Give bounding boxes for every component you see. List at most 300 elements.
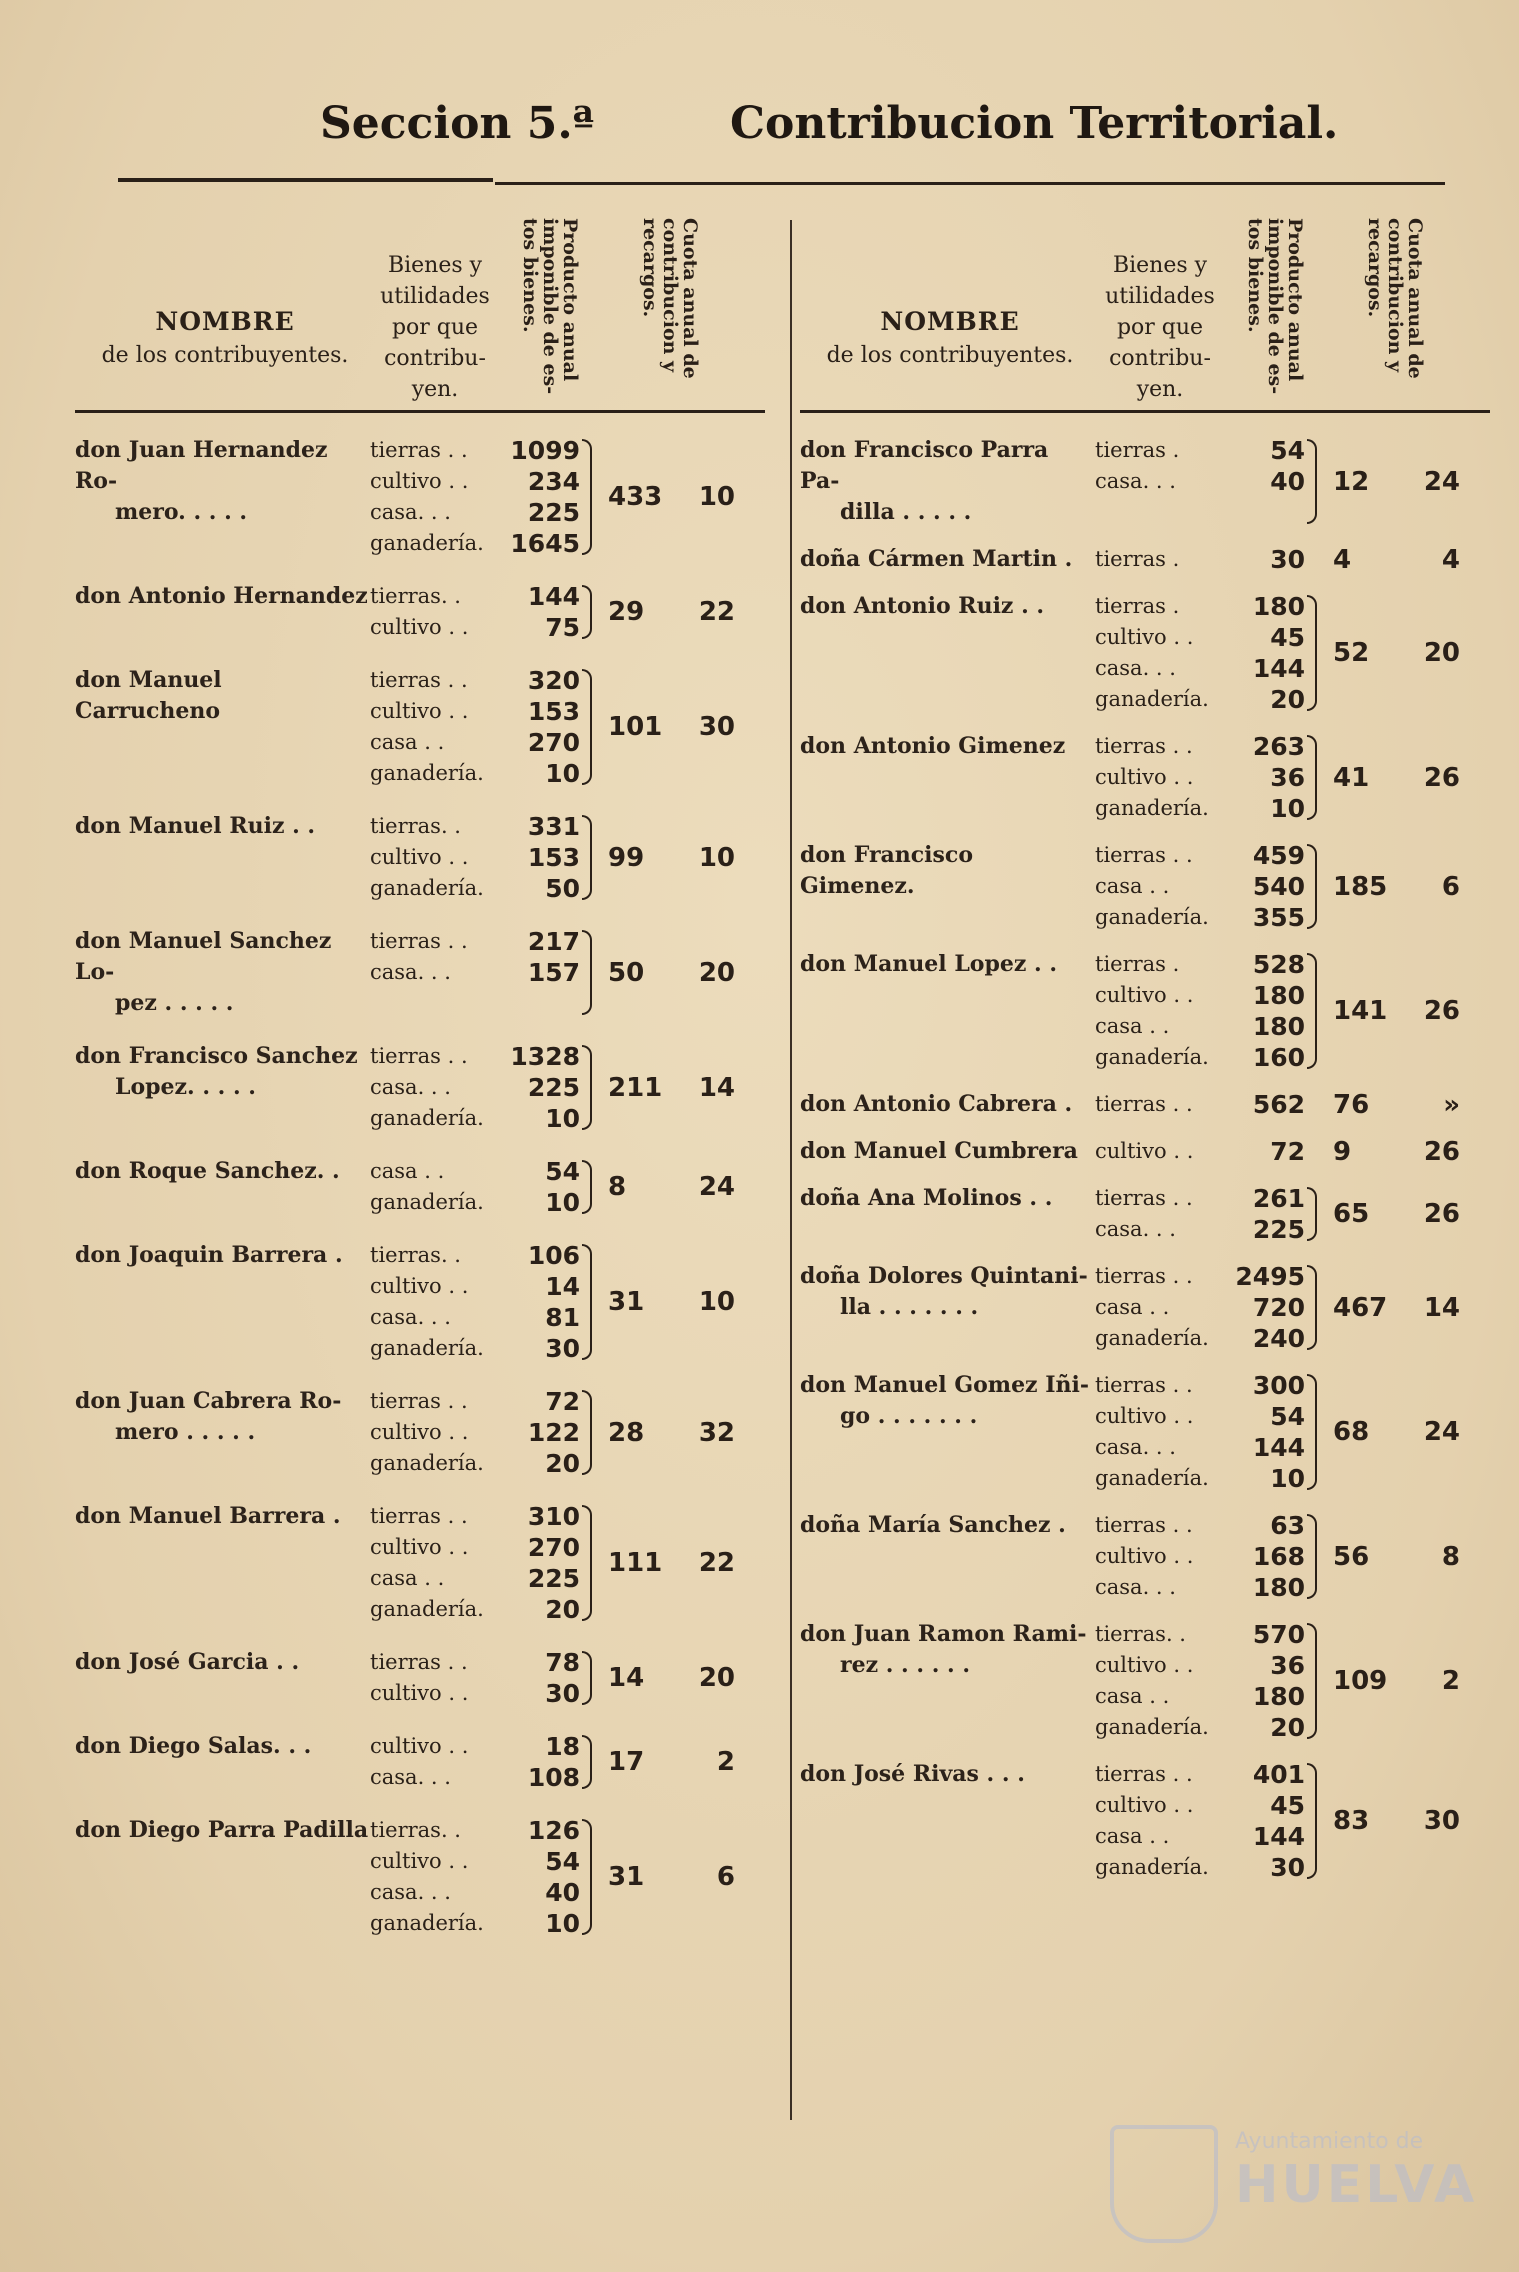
bienes-item: cultivo . . bbox=[1095, 983, 1194, 1007]
brace bbox=[580, 665, 600, 789]
producto-value: 54 bbox=[545, 1157, 580, 1186]
bienes-item: casa . . bbox=[1095, 1684, 1170, 1708]
bienes-item: ganadería. bbox=[1095, 1326, 1209, 1350]
cuota-maravedis: 8 bbox=[1441, 1541, 1460, 1572]
producto-values bbox=[510, 1501, 580, 1625]
producto-value: 261 bbox=[1252, 1184, 1305, 1213]
cuota-reales: 68 bbox=[1333, 1417, 1370, 1447]
bienes-item: casa. . . bbox=[1095, 1435, 1176, 1459]
bienes-item: tierras . . bbox=[1095, 734, 1193, 758]
producto-values bbox=[510, 1386, 580, 1479]
header-producto: Producto anual imponible de es- tos bienes. bbox=[1244, 218, 1306, 395]
brace bbox=[1305, 731, 1325, 824]
bienes-list bbox=[1095, 435, 1235, 528]
cuota-reales: 211 bbox=[608, 1072, 663, 1103]
bienes-item: cultivo . . bbox=[1095, 765, 1194, 789]
cuota-maravedis: 22 bbox=[698, 597, 735, 627]
brace bbox=[580, 1156, 600, 1218]
producto-values bbox=[1235, 840, 1305, 933]
bienes-list bbox=[1095, 1510, 1235, 1603]
contributor-entry bbox=[800, 731, 1490, 824]
bienes-item: cultivo . . bbox=[370, 1681, 469, 1705]
brace-mark bbox=[1307, 953, 1317, 1069]
bienes-item: casa. . . bbox=[1095, 469, 1176, 493]
producto-value: 10 bbox=[1270, 794, 1305, 823]
brace-mark bbox=[582, 1244, 592, 1360]
cuota bbox=[1325, 840, 1490, 933]
producto-value: 300 bbox=[1252, 1371, 1305, 1400]
bienes-item: tierras . . bbox=[370, 668, 468, 692]
bienes-list bbox=[370, 1731, 510, 1793]
producto-value: 225 bbox=[527, 498, 580, 527]
bienes-item: casa. . . bbox=[370, 1765, 451, 1789]
contributor-entry bbox=[75, 1240, 765, 1364]
producto-value: 180 bbox=[1252, 981, 1305, 1010]
producto-values bbox=[1235, 1136, 1305, 1167]
stamp-city-text: HUELVA bbox=[1235, 2155, 1478, 2215]
bienes-item: cultivo . . bbox=[370, 845, 469, 869]
producto-value: 180 bbox=[1252, 1682, 1305, 1711]
bienes-item: ganadería. bbox=[1095, 905, 1209, 929]
contributor-name bbox=[75, 1386, 370, 1479]
bienes-list bbox=[370, 1240, 510, 1364]
bienes-item: ganadería. bbox=[370, 1336, 484, 1360]
brace bbox=[580, 1240, 600, 1364]
bienes-item: cultivo . . bbox=[1095, 1653, 1194, 1677]
cuota bbox=[1325, 1261, 1490, 1354]
contributor-name bbox=[75, 435, 370, 559]
producto-values bbox=[510, 581, 580, 643]
producto-value: 20 bbox=[545, 1595, 580, 1624]
bienes-list bbox=[370, 1501, 510, 1625]
brace-mark bbox=[1307, 1187, 1317, 1241]
producto-value: 144 bbox=[1252, 654, 1305, 683]
bienes-item: tierras . bbox=[1095, 952, 1180, 976]
bienes-item: ganadería. bbox=[370, 761, 484, 785]
bienes-list bbox=[1095, 949, 1235, 1073]
contributor-name bbox=[75, 665, 370, 789]
bienes-list bbox=[1095, 544, 1235, 575]
bienes-item: casa. . . bbox=[1095, 1575, 1176, 1599]
producto-value: 320 bbox=[527, 666, 580, 695]
bienes-list bbox=[370, 926, 510, 1019]
producto-values bbox=[510, 665, 580, 789]
left-table-header bbox=[75, 210, 765, 413]
bienes-item: tierras . . bbox=[1095, 1264, 1193, 1288]
producto-values bbox=[510, 811, 580, 904]
brace-mark bbox=[1307, 1514, 1317, 1599]
header-nombre: NOMBRE de los contribuyentes. bbox=[101, 307, 349, 368]
brace-mark bbox=[1307, 595, 1317, 711]
contributor-entry bbox=[75, 435, 765, 559]
bienes-item: cultivo . . bbox=[370, 1420, 469, 1444]
bienes-item: casa . . bbox=[370, 1159, 445, 1183]
bienes-item: cultivo . . bbox=[1095, 1544, 1194, 1568]
brace-mark bbox=[582, 1735, 592, 1789]
archive-stamp bbox=[1110, 2125, 1478, 2245]
cuota bbox=[1325, 1619, 1490, 1743]
bienes-list bbox=[1095, 1370, 1235, 1494]
bienes-item: cultivo . . bbox=[370, 469, 469, 493]
cuota-maravedis: 10 bbox=[698, 482, 735, 512]
bienes-item: tierras. . bbox=[370, 584, 461, 608]
brace bbox=[1305, 1261, 1325, 1354]
contributor-name bbox=[800, 1619, 1095, 1743]
stamp-top-text: Ayuntamiento de bbox=[1235, 2129, 1424, 2154]
contributor-entry bbox=[75, 581, 765, 643]
bienes-item: ganadería. bbox=[370, 876, 484, 900]
brace bbox=[1305, 1759, 1325, 1883]
bienes-list bbox=[1095, 1089, 1235, 1120]
cuota bbox=[1325, 1183, 1490, 1245]
contributor-entry bbox=[800, 544, 1490, 575]
producto-value: 10 bbox=[545, 1909, 580, 1938]
producto-value: 180 bbox=[1252, 592, 1305, 621]
brace bbox=[1305, 544, 1325, 575]
cuota bbox=[600, 1386, 765, 1479]
contributor-name bbox=[800, 1183, 1095, 1245]
producto-value: 20 bbox=[545, 1449, 580, 1478]
contributor-name bbox=[800, 435, 1095, 528]
contributor-name bbox=[75, 1815, 370, 1939]
brace bbox=[580, 1815, 600, 1939]
producto-value: 54 bbox=[1270, 436, 1305, 465]
brace-mark bbox=[1307, 735, 1317, 820]
contributor-name-line: don Manuel Ruiz . . bbox=[75, 813, 316, 839]
cuota bbox=[600, 1815, 765, 1939]
cuota bbox=[600, 665, 765, 789]
cuota-maravedis: 22 bbox=[698, 1548, 735, 1578]
cuota-reales: 52 bbox=[1333, 638, 1370, 668]
producto-value: 270 bbox=[527, 1533, 580, 1562]
brace bbox=[580, 1647, 600, 1709]
cuota bbox=[600, 811, 765, 904]
bienes-list bbox=[370, 811, 510, 904]
contributor-name-line: don Juan Hernandez Ro- bbox=[75, 437, 328, 494]
contributor-entry bbox=[75, 1041, 765, 1134]
producto-value: 72 bbox=[545, 1387, 580, 1416]
bienes-list bbox=[1095, 1261, 1235, 1354]
contributor-entry bbox=[800, 1619, 1490, 1743]
contributor-name-line: don Francisco Gimenez. bbox=[800, 842, 973, 899]
brace bbox=[1305, 435, 1325, 528]
brace-mark bbox=[582, 1160, 592, 1214]
brace bbox=[580, 811, 600, 904]
left-entries bbox=[75, 435, 765, 1939]
producto-value: 30 bbox=[1270, 1853, 1305, 1882]
producto-value: 1099 bbox=[510, 436, 580, 465]
producto-value: 720 bbox=[1252, 1293, 1305, 1322]
cuota bbox=[1325, 1370, 1490, 1494]
cuota-maravedis: 20 bbox=[698, 957, 735, 988]
cuota bbox=[1325, 949, 1490, 1073]
cuota-maravedis: 6 bbox=[716, 1862, 735, 1892]
contributor-entry bbox=[800, 1183, 1490, 1245]
producto-value: 217 bbox=[527, 927, 580, 956]
contributor-name-line: don Diego Parra Padilla bbox=[75, 1817, 369, 1843]
producto-value: 106 bbox=[527, 1241, 580, 1270]
contributor-name bbox=[800, 1370, 1095, 1494]
producto-values bbox=[510, 1815, 580, 1939]
bienes-item: cultivo . . bbox=[370, 1535, 469, 1559]
bienes-item: casa. . . bbox=[370, 500, 451, 524]
contributor-name-line: don Manuel Sanchez Lo- bbox=[75, 928, 332, 985]
cuota-reales: 76 bbox=[1333, 1089, 1370, 1120]
bienes-list bbox=[370, 1041, 510, 1134]
cuota-maravedis: 2 bbox=[1441, 1666, 1460, 1696]
bienes-item: tierras . . bbox=[1095, 1513, 1193, 1537]
producto-values bbox=[1235, 1183, 1305, 1245]
contributor-name-line: doña Ana Molinos . . bbox=[800, 1185, 1053, 1211]
bienes-item: cultivo . . bbox=[370, 1849, 469, 1873]
producto-values bbox=[510, 1647, 580, 1709]
contributor-name-line: don Manuel Gomez Iñi- bbox=[800, 1372, 1089, 1398]
contributor-entry bbox=[800, 435, 1490, 528]
bienes-item: tierras. . bbox=[370, 1818, 461, 1842]
cuota-reales: 56 bbox=[1333, 1541, 1370, 1572]
bienes-item: cultivo . . bbox=[370, 1734, 469, 1758]
contributor-entry bbox=[75, 811, 765, 904]
cuota-reales: 12 bbox=[1333, 466, 1370, 497]
brace bbox=[580, 1731, 600, 1793]
brace-mark bbox=[582, 585, 592, 639]
cuota-reales: 111 bbox=[608, 1548, 663, 1578]
bienes-item: ganadería. bbox=[370, 1190, 484, 1214]
left-column bbox=[75, 210, 765, 1961]
contributor-name-line: pez . . . . . bbox=[115, 990, 234, 1016]
bienes-item: tierras. . bbox=[370, 814, 461, 838]
bienes-item: casa. . . bbox=[370, 1305, 451, 1329]
contributor-entry bbox=[800, 840, 1490, 933]
bienes-item: tierras . . bbox=[370, 1389, 468, 1413]
producto-value: 10 bbox=[545, 1104, 580, 1133]
bienes-item: ganadería. bbox=[370, 531, 484, 555]
contributor-name bbox=[800, 1759, 1095, 1883]
contributor-name bbox=[75, 1240, 370, 1364]
shield-icon bbox=[1110, 2125, 1218, 2243]
bienes-list bbox=[1095, 1759, 1235, 1883]
bienes-item: cultivo . . bbox=[1095, 625, 1194, 649]
bienes-item: cultivo . . bbox=[1095, 1793, 1194, 1817]
contributor-entry bbox=[800, 591, 1490, 715]
title-rule-right bbox=[495, 182, 1445, 185]
producto-value: 225 bbox=[527, 1073, 580, 1102]
producto-value: 78 bbox=[545, 1648, 580, 1677]
cuota-maravedis: 24 bbox=[1423, 1417, 1460, 1447]
cuota-maravedis: 26 bbox=[1423, 1199, 1460, 1229]
cuota bbox=[600, 1240, 765, 1364]
producto-value: 160 bbox=[1252, 1043, 1305, 1072]
producto-value: 1328 bbox=[510, 1042, 580, 1071]
bienes-item: casa . . bbox=[1095, 1824, 1170, 1848]
contributor-name bbox=[800, 949, 1095, 1073]
producto-value: 81 bbox=[545, 1303, 580, 1332]
bienes-item: cultivo . . bbox=[1095, 1404, 1194, 1428]
brace-mark bbox=[582, 1651, 592, 1705]
cuota bbox=[600, 1156, 765, 1218]
contributor-name bbox=[800, 544, 1095, 575]
producto-value: 528 bbox=[1252, 950, 1305, 979]
bienes-item: tierras . bbox=[1095, 594, 1180, 618]
producto-value: 45 bbox=[1270, 1791, 1305, 1820]
producto-values bbox=[510, 1240, 580, 1364]
cuota-maravedis: 30 bbox=[1423, 1806, 1460, 1836]
contributor-name bbox=[75, 1647, 370, 1709]
producto-value: 10 bbox=[1270, 1464, 1305, 1493]
cuota bbox=[1325, 731, 1490, 824]
bienes-item: ganadería. bbox=[1095, 1466, 1209, 1490]
producto-values bbox=[1235, 1261, 1305, 1354]
contributor-entry bbox=[75, 1386, 765, 1479]
cuota bbox=[1325, 544, 1490, 575]
cuota-reales: 65 bbox=[1333, 1199, 1370, 1229]
contributor-entry bbox=[800, 1759, 1490, 1883]
bienes-item: cultivo . . bbox=[370, 699, 469, 723]
producto-value: 144 bbox=[527, 582, 580, 611]
producto-values bbox=[1235, 1619, 1305, 1743]
producto-value: 75 bbox=[545, 613, 580, 642]
contributor-name-line: lla . . . . . . . bbox=[840, 1294, 979, 1320]
producto-value: 50 bbox=[545, 874, 580, 903]
contributor-name-line: don Diego Salas. . . bbox=[75, 1733, 312, 1759]
cuota-reales: 185 bbox=[1333, 871, 1388, 902]
bienes-item: tierras . . bbox=[1095, 1373, 1193, 1397]
cuota-maravedis: 24 bbox=[698, 1172, 735, 1202]
brace bbox=[1305, 1089, 1325, 1120]
contributor-name-line: don Antonio Hernandez bbox=[75, 583, 368, 609]
bienes-item: casa. . . bbox=[370, 1880, 451, 1904]
cuota-maravedis: » bbox=[1443, 1089, 1460, 1120]
producto-values bbox=[1235, 1089, 1305, 1120]
contributor-name bbox=[75, 1156, 370, 1218]
producto-value: 36 bbox=[1270, 1651, 1305, 1680]
brace bbox=[1305, 1183, 1325, 1245]
producto-value: 2495 bbox=[1235, 1262, 1305, 1291]
bienes-item: tierras . bbox=[1095, 547, 1180, 571]
contributor-entry bbox=[800, 1370, 1490, 1494]
bienes-item: tierras . . bbox=[370, 929, 468, 953]
cuota-reales: 29 bbox=[608, 597, 645, 627]
cuota-reales: 109 bbox=[1333, 1666, 1388, 1696]
bienes-list bbox=[370, 1386, 510, 1479]
brace bbox=[1305, 840, 1325, 933]
producto-value: 180 bbox=[1252, 1012, 1305, 1041]
bienes-item: tierras . . bbox=[1095, 1762, 1193, 1786]
cuota-maravedis: 24 bbox=[1423, 466, 1460, 497]
producto-value: 180 bbox=[1252, 1573, 1305, 1602]
contributor-entry bbox=[75, 1815, 765, 1939]
contributor-name bbox=[75, 811, 370, 904]
bienes-list bbox=[370, 435, 510, 559]
cuota-maravedis: 20 bbox=[698, 1663, 735, 1693]
cuota-reales: 4 bbox=[1333, 544, 1352, 575]
cuota-maravedis: 32 bbox=[698, 1417, 735, 1448]
right-table-header bbox=[800, 210, 1490, 413]
bienes-item: tierras . bbox=[1095, 438, 1180, 462]
contributor-entry bbox=[800, 1089, 1490, 1120]
contributor-name-line: don Manuel Lopez . . bbox=[800, 951, 1057, 977]
bienes-item: ganadería. bbox=[370, 1597, 484, 1621]
producto-value: 240 bbox=[1252, 1324, 1305, 1353]
bienes-item: ganadería. bbox=[370, 1106, 484, 1130]
contributor-name bbox=[75, 1041, 370, 1134]
bienes-item: tierras . . bbox=[370, 1044, 468, 1068]
cuota bbox=[600, 1731, 765, 1793]
cuota-reales: 31 bbox=[608, 1287, 645, 1317]
page-title: Contribucion Territorial. bbox=[730, 98, 1339, 149]
right-entries bbox=[800, 435, 1490, 1883]
contributor-name bbox=[800, 840, 1095, 933]
producto-value: 263 bbox=[1252, 732, 1305, 761]
contributor-entry bbox=[800, 1136, 1490, 1167]
producto-value: 10 bbox=[545, 759, 580, 788]
contributor-name-line: mero . . . . . bbox=[115, 1419, 256, 1445]
contributor-name bbox=[75, 1501, 370, 1625]
contributor-entry bbox=[800, 949, 1490, 1073]
producto-values bbox=[1235, 435, 1305, 528]
bienes-item: ganadería. bbox=[370, 1451, 484, 1475]
cuota-maravedis: 26 bbox=[1423, 996, 1460, 1026]
cuota bbox=[600, 1501, 765, 1625]
contributor-entry bbox=[75, 665, 765, 789]
producto-value: 270 bbox=[527, 728, 580, 757]
producto-value: 540 bbox=[1252, 872, 1305, 901]
bienes-item: tierras . . bbox=[1095, 1186, 1193, 1210]
producto-value: 30 bbox=[545, 1679, 580, 1708]
producto-value: 20 bbox=[1270, 685, 1305, 714]
bienes-list bbox=[1095, 1136, 1235, 1167]
contributor-name-line: don Juan Cabrera Ro- bbox=[75, 1388, 342, 1414]
producto-value: 570 bbox=[1252, 1620, 1305, 1649]
contributor-name-line: doña Dolores Quintani- bbox=[800, 1263, 1088, 1289]
producto-value: 459 bbox=[1252, 841, 1305, 870]
producto-value: 144 bbox=[1252, 1822, 1305, 1851]
bienes-item: cultivo . . bbox=[1095, 1139, 1194, 1163]
contributor-name-line: don Francisco Sanchez bbox=[75, 1043, 358, 1069]
cuota-reales: 141 bbox=[1333, 996, 1388, 1026]
brace bbox=[580, 581, 600, 643]
right-column bbox=[800, 210, 1490, 1899]
cuota-maravedis: 2 bbox=[716, 1747, 735, 1777]
contributor-name-line: don José Rivas . . . bbox=[800, 1761, 1025, 1787]
bienes-list bbox=[1095, 840, 1235, 933]
brace-mark bbox=[1307, 1374, 1317, 1490]
producto-value: 126 bbox=[527, 1816, 580, 1845]
cuota-reales: 17 bbox=[608, 1747, 645, 1777]
cuota-reales: 433 bbox=[608, 482, 663, 512]
bienes-item: casa. . . bbox=[1095, 656, 1176, 680]
cuota-reales: 9 bbox=[1333, 1136, 1352, 1167]
producto-value: 355 bbox=[1252, 903, 1305, 932]
bienes-item: casa . . bbox=[370, 1566, 445, 1590]
cuota-maravedis: 30 bbox=[698, 712, 735, 742]
bienes-list bbox=[1095, 1619, 1235, 1743]
producto-values bbox=[510, 1156, 580, 1218]
bienes-item: ganadería. bbox=[1095, 1715, 1209, 1739]
cuota bbox=[600, 1647, 765, 1709]
bienes-list bbox=[370, 665, 510, 789]
producto-values bbox=[1235, 591, 1305, 715]
producto-value: 14 bbox=[545, 1272, 580, 1301]
contributor-name-line: don José Garcia . . bbox=[75, 1649, 300, 1675]
brace-mark bbox=[582, 669, 592, 785]
cuota-reales: 14 bbox=[608, 1663, 645, 1693]
contributor-name-line: don Manuel Carrucheno bbox=[75, 667, 222, 724]
contributor-name-line: don Antonio Cabrera . bbox=[800, 1091, 1073, 1117]
contributor-entry bbox=[800, 1510, 1490, 1603]
bienes-item: tierras . . bbox=[1095, 843, 1193, 867]
bienes-item: tierras. . bbox=[370, 1243, 461, 1267]
